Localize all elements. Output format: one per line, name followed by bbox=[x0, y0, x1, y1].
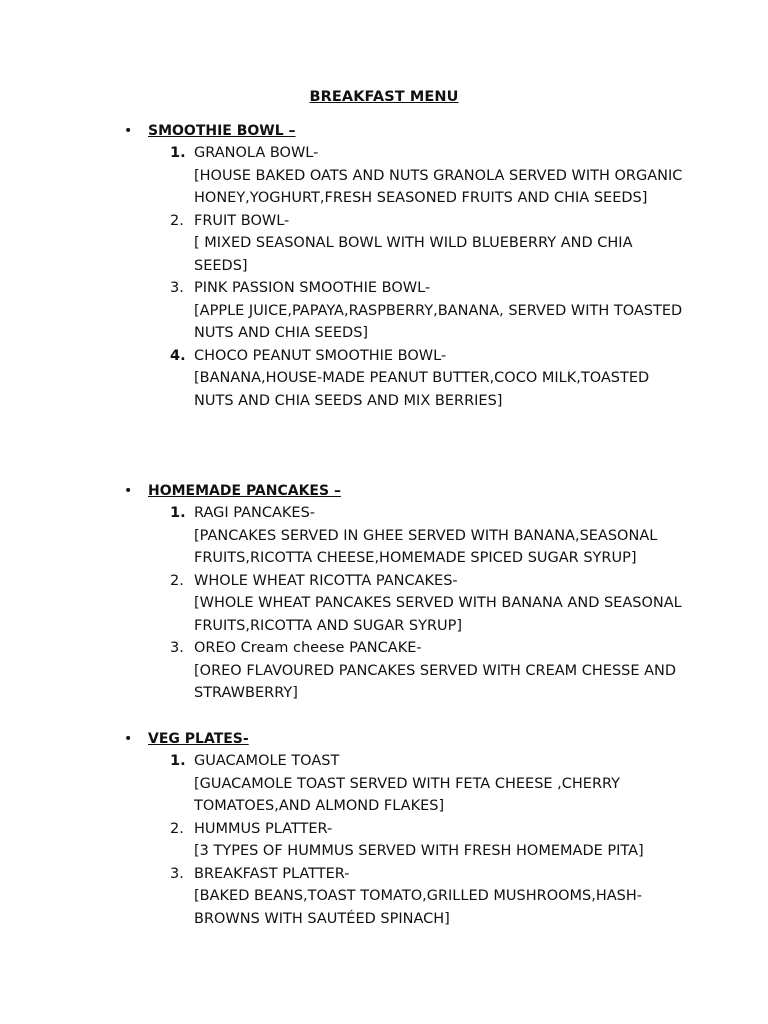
menu-item-pink-passion-smoothie-bowl bbox=[170, 277, 684, 345]
section-header bbox=[124, 728, 684, 750]
item-number: 3. bbox=[170, 865, 184, 882]
menu-item-oreo-cream-cheese-pancake bbox=[170, 637, 684, 705]
item-name: HUMMUS PLATTER- bbox=[194, 820, 333, 837]
item-number: 1. bbox=[170, 145, 186, 161]
bullet-icon: • bbox=[124, 731, 133, 747]
item-description: [WHOLE WHEAT PANCAKES SERVED WITH BANANA AND SEASONAL FRUITS,RICOTTA AND SUGAR SYRUP] bbox=[194, 595, 682, 634]
item-name: CHOCO PEANUT SMOOTHIE BOWL- bbox=[194, 347, 447, 364]
section-title: HOMEMADE PANCAKES – bbox=[148, 483, 341, 499]
item-description: [GUACAMOLE TOAST SERVED WITH FETA CHEESE ,CHERRY TOMATOES,AND ALMOND FLAKES] bbox=[194, 775, 621, 814]
section-title: SMOOTHIE BOWL – bbox=[148, 123, 296, 139]
item-number: 2. bbox=[170, 212, 184, 229]
item-description: [BANANA,HOUSE-MADE PEANUT BUTTER,COCO MILK,TOASTED NUTS AND CHIA SEEDS AND MIX BERRIES] bbox=[194, 370, 650, 409]
section-header bbox=[124, 480, 684, 502]
menu-item-guacamole-toast bbox=[170, 750, 684, 818]
item-number: 2. bbox=[170, 820, 184, 837]
section-title: VEG PLATES- bbox=[148, 731, 249, 747]
item-number: 2. bbox=[170, 572, 184, 589]
item-name: BREAKFAST PLATTER- bbox=[194, 865, 350, 882]
page-title: BREAKFAST MENU bbox=[309, 89, 459, 105]
item-description: [3 TYPES OF HUMMUS SERVED WITH FRESH HOMEMADE PITA] bbox=[194, 843, 644, 859]
item-description: [PANCAKES SERVED IN GHEE SERVED WITH BANANA,SEASONAL FRUITS,RICOTTA CHEESE,HOMEMADE SPICED SUGAR SYRUP] bbox=[194, 527, 658, 566]
menu-item-ragi-pancakes bbox=[170, 502, 684, 570]
item-description: [APPLE JUICE,PAPAYA,RASPBERRY,BANANA, SERVED WITH TOASTED NUTS AND CHIA SEEDS] bbox=[194, 302, 683, 341]
menu-item-choco-peanut-smoothie-bowl bbox=[170, 345, 684, 413]
menu-item-breakfast-platter bbox=[170, 863, 684, 931]
item-number: 3. bbox=[170, 640, 184, 656]
item-name: RAGI PANCAKES- bbox=[194, 505, 316, 521]
item-number: 4. bbox=[170, 347, 186, 364]
section-homemade-pancakes bbox=[124, 480, 684, 705]
menu-item-hummus-platter bbox=[170, 818, 684, 863]
item-description: [BAKED BEANS,TOAST TOMATO,GRILLED MUSHROOMS,HASH-BROWNS WITH SAUTÉED SPINACH] bbox=[194, 888, 643, 927]
bullet-icon: • bbox=[124, 123, 133, 139]
item-name: GRANOLA BOWL- bbox=[194, 145, 319, 161]
item-name: PINK PASSION SMOOTHIE BOWL- bbox=[194, 280, 431, 296]
item-description: [OREO FLAVOURED PANCAKES SERVED WITH CREAM CHESSE AND STRAWBERRY] bbox=[194, 662, 677, 701]
menu-item-granola-bowl bbox=[170, 142, 684, 210]
item-number: 1. bbox=[170, 505, 186, 521]
item-name: WHOLE WHEAT RICOTTA PANCAKES- bbox=[194, 572, 458, 589]
menu-item-whole-wheat-ricotta-pancakes bbox=[170, 570, 684, 638]
bullet-icon: • bbox=[124, 483, 133, 499]
item-name: OREO Cream cheese PANCAKE- bbox=[194, 640, 422, 656]
item-number: 3. bbox=[170, 280, 184, 296]
section-smoothie-bowl bbox=[124, 120, 684, 412]
item-number: 1. bbox=[170, 753, 186, 769]
section-header bbox=[124, 120, 684, 142]
menu-item-fruit-bowl bbox=[170, 210, 684, 278]
item-name: GUACAMOLE TOAST bbox=[194, 753, 340, 769]
section-veg-plates bbox=[124, 728, 684, 930]
item-description: [HOUSE BAKED OATS AND NUTS GRANOLA SERVED WITH ORGANIC HONEY,YOGHURT,FRESH SEASONED FRUITS AND CHIA SEEDS] bbox=[194, 167, 683, 206]
item-name: FRUIT BOWL- bbox=[194, 212, 290, 229]
item-description: [ MIXED SEASONAL BOWL WITH WILD BLUEBERRY AND CHIA SEEDS] bbox=[194, 235, 633, 274]
